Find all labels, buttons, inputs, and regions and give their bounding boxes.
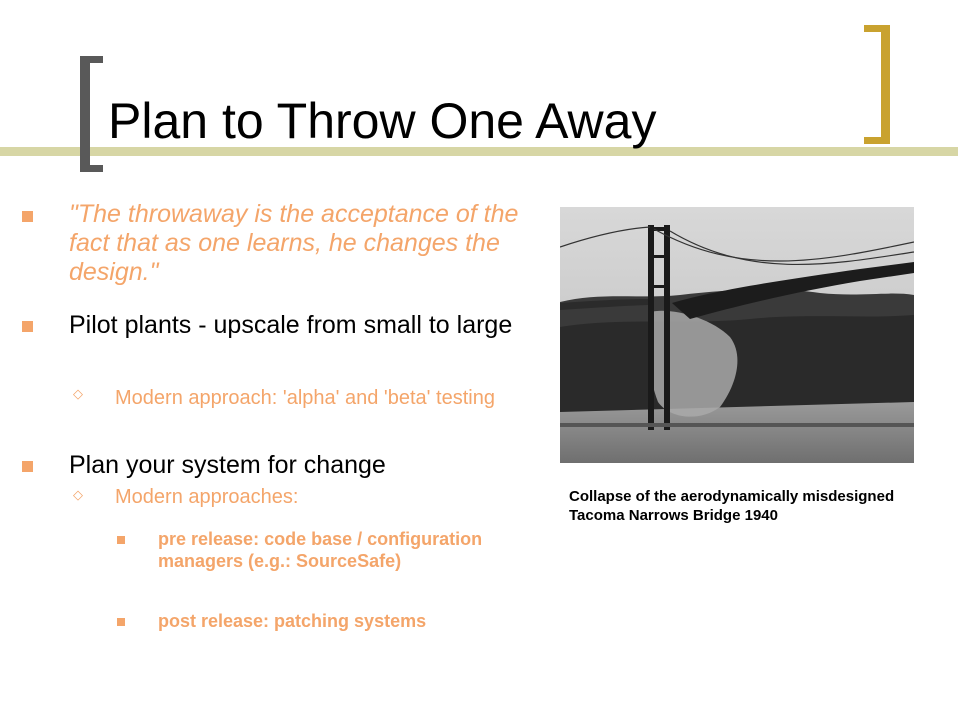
bullet-plan-for-change: Plan your system for change <box>69 451 386 479</box>
subsub-bullet-post-release: post release: patching systems <box>158 611 427 631</box>
right-bracket-icon <box>881 25 890 144</box>
square-bullet-icon <box>22 461 33 472</box>
right-bracket-bottom <box>864 137 890 144</box>
left-bracket-icon <box>80 56 90 172</box>
subsub-bullet-pre-release: pre release: code base / configuration managers (e.g.: SourceSafe) <box>158 529 483 571</box>
bullet-pilot-plants: Pilot plants - upscale from small to large <box>69 311 513 339</box>
photo-caption: Collapse of the aerodynamically misdesigned Tacoma Narrows Bridge 1940 <box>569 488 895 524</box>
slide-title: Plan to Throw One Away <box>108 93 657 149</box>
bullet-quote: "The throwaway is the acceptance of the fact that as one learns, he changes the design." <box>69 200 519 286</box>
square-bullet-icon <box>117 618 125 626</box>
square-bullet-icon <box>22 211 33 222</box>
right-bracket-top <box>864 25 890 32</box>
sub-bullet-modern-approaches: Modern approaches: <box>115 486 299 508</box>
hollow-diamond-bullet-icon: ◇ <box>73 488 83 503</box>
sub-bullet-alpha-beta: Modern approach: 'alpha' and 'beta' testing <box>115 387 495 409</box>
bridge-collapse-photo <box>560 207 914 463</box>
square-bullet-icon <box>22 321 33 332</box>
left-bracket-top <box>80 56 103 63</box>
square-bullet-icon <box>117 536 125 544</box>
hollow-diamond-bullet-icon: ◇ <box>73 387 83 402</box>
left-bracket-bottom <box>80 165 103 172</box>
